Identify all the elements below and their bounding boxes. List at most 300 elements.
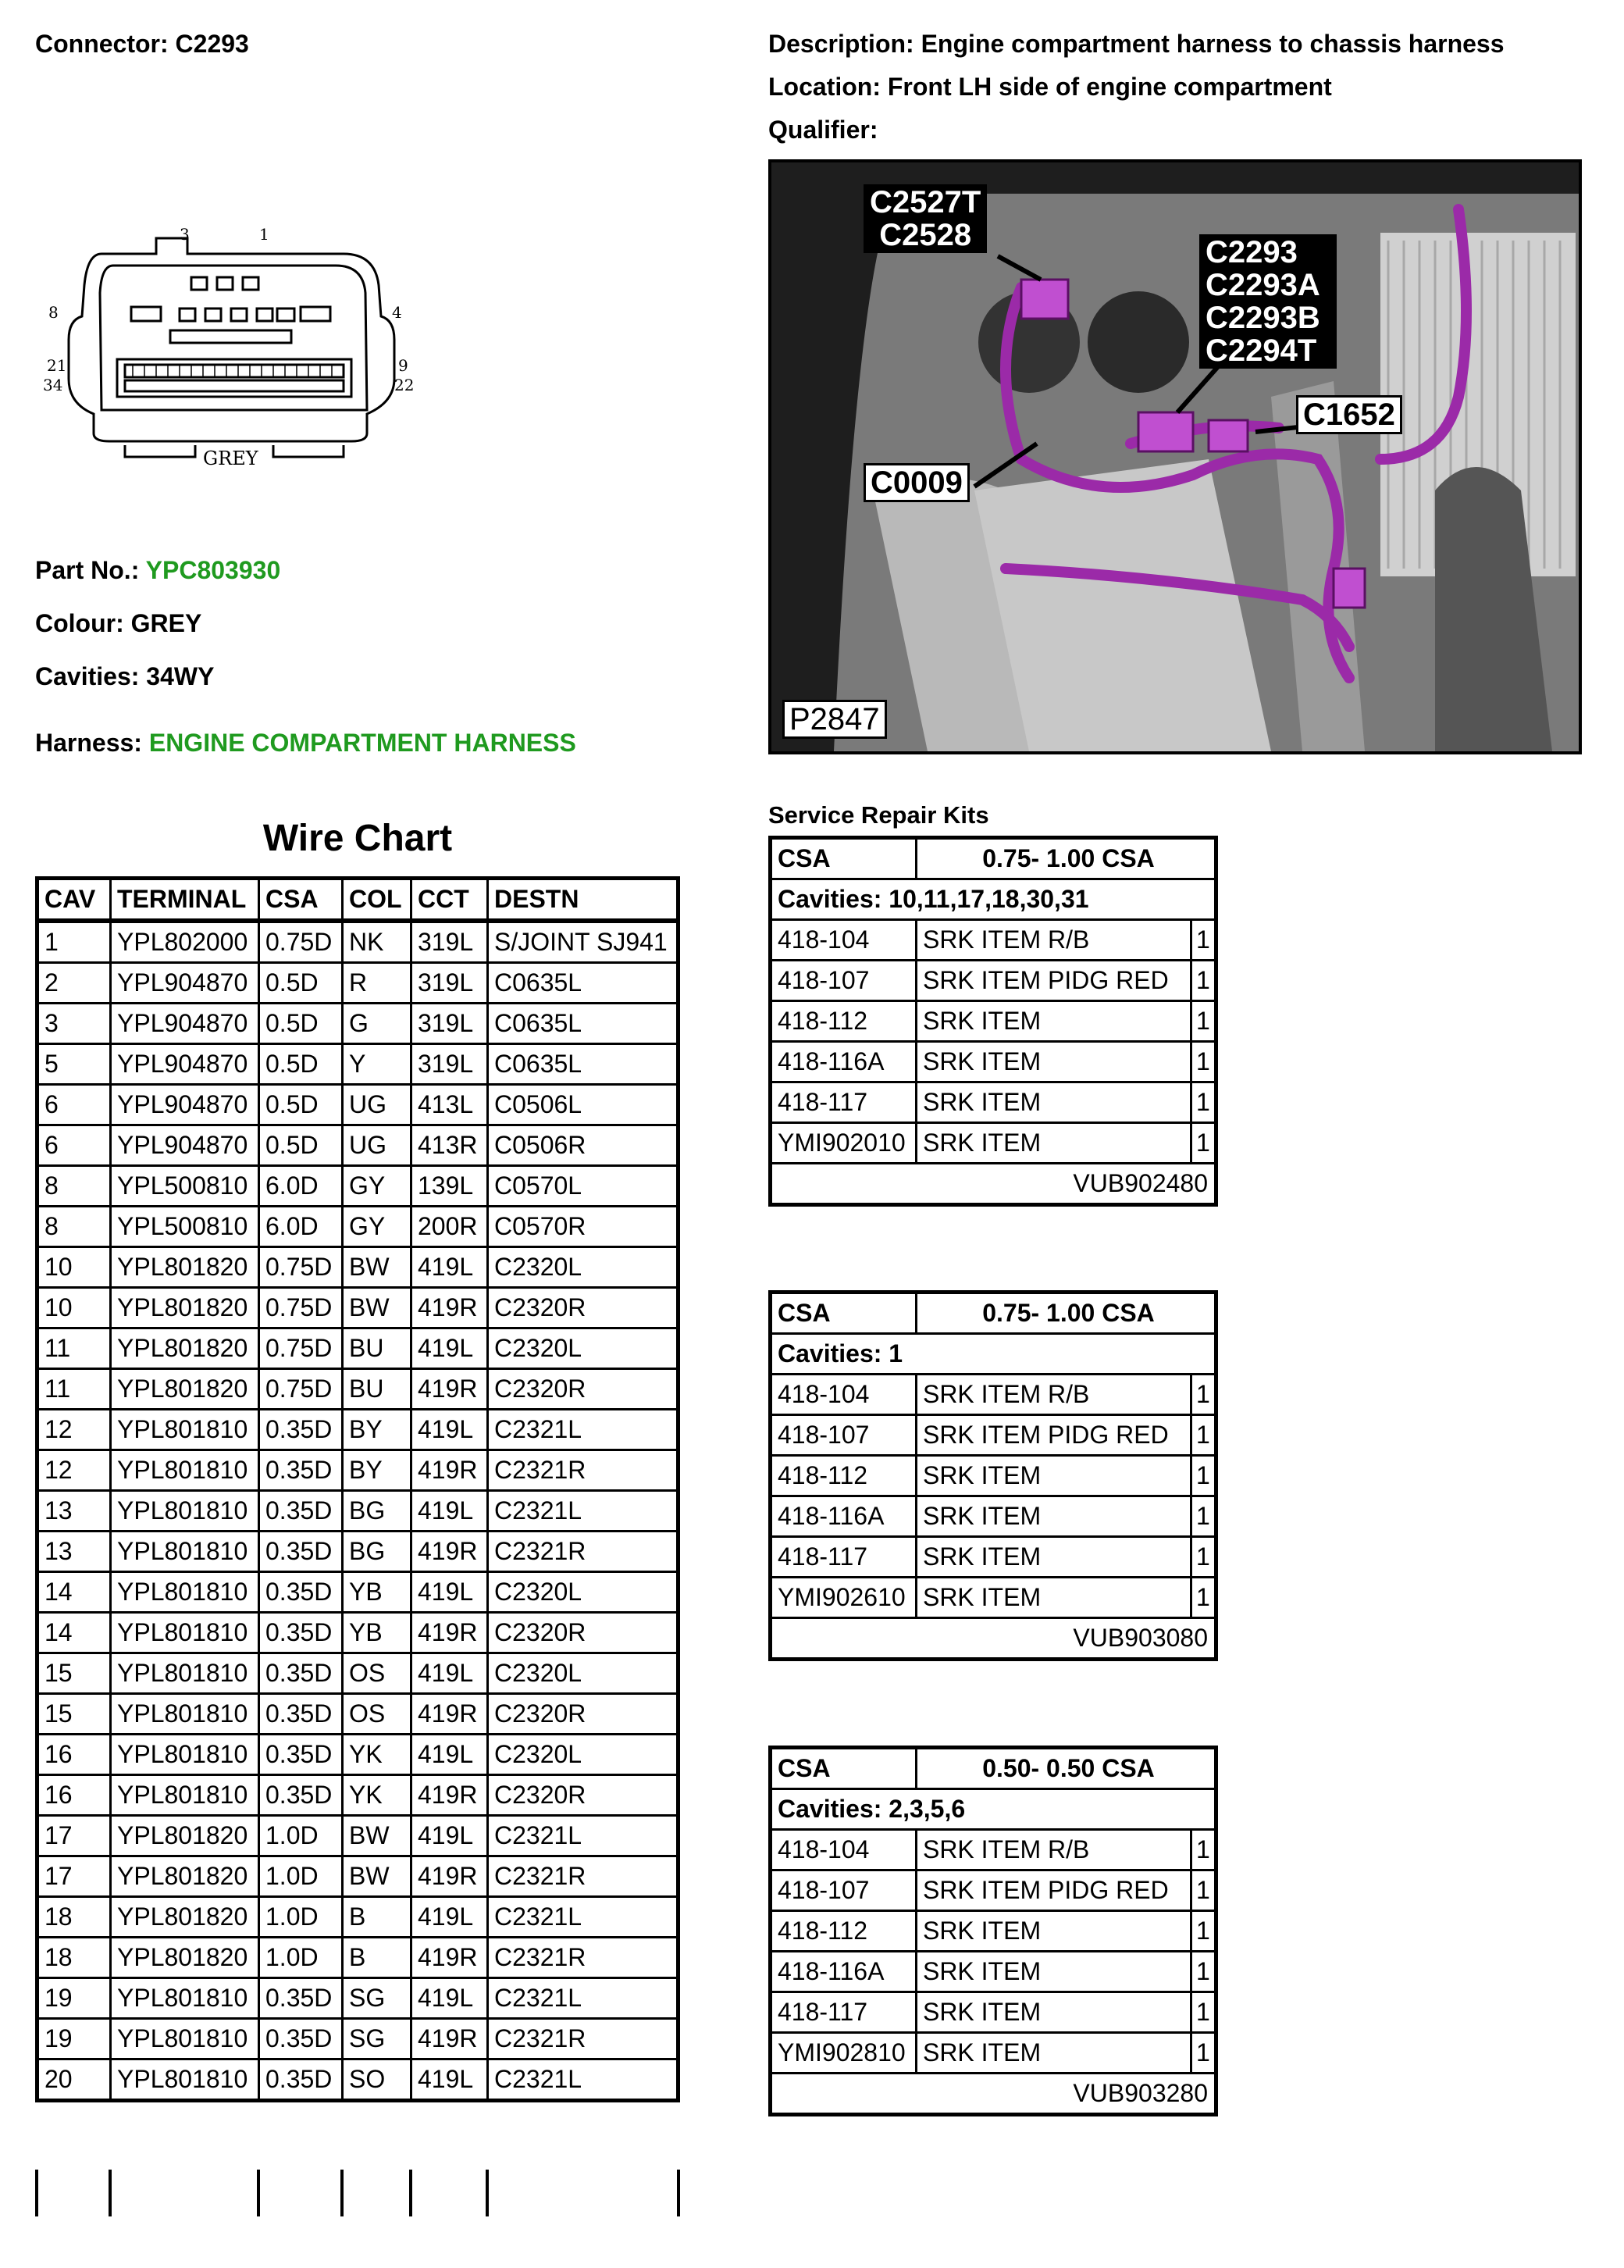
cell-terminal: YPL904870 — [111, 1085, 259, 1125]
table-row — [37, 1856, 678, 1897]
cell-destn: C2321L — [488, 1897, 678, 1938]
cell-destn: C2321L — [488, 1816, 678, 1856]
cell-csa: 0.5D — [259, 963, 343, 1004]
cell-cct: 419R — [411, 1856, 488, 1897]
cell-col: BU — [343, 1369, 411, 1410]
colour-line — [35, 609, 201, 638]
cell-cav: 13 — [37, 1491, 111, 1532]
cell-csa: 0.75D — [259, 1328, 343, 1369]
cell-cct: 419L — [411, 1247, 488, 1288]
cell-cav: 17 — [37, 1816, 111, 1856]
kit-item-part: 418-117 — [771, 1082, 917, 1123]
cell-col: OS — [343, 1694, 411, 1735]
kit-item-desc: SRK ITEM — [916, 1082, 1191, 1123]
cell-terminal: YPL801820 — [111, 1369, 259, 1410]
cell-cct: 419L — [411, 1816, 488, 1856]
cell-cav: 13 — [37, 1532, 111, 1572]
cell-terminal: YPL801810 — [111, 1735, 259, 1775]
cell-csa: 0.35D — [259, 1491, 343, 1532]
cell-cct: 419R — [411, 1532, 488, 1572]
kit-item-desc: SRK ITEM — [916, 1001, 1191, 1042]
kit-cavities-row — [771, 1789, 1216, 1830]
cell-cav: 15 — [37, 1694, 111, 1735]
kit-item-part: 418-104 — [771, 1830, 917, 1870]
cell-cav: 10 — [37, 1288, 111, 1328]
cell-cav: 15 — [37, 1653, 111, 1694]
kit-item-qty: 1 — [1191, 961, 1216, 1001]
kit-item-desc: SRK ITEM — [916, 1578, 1191, 1618]
kit-item-qty: 1 — [1191, 1082, 1216, 1123]
cell-terminal: YPL801820 — [111, 1938, 259, 1978]
kit-item-qty: 1 — [1191, 1001, 1216, 1042]
cell-cct: 419R — [411, 2019, 488, 2059]
photo-callout-c2527t: C2527T C2528 — [864, 184, 987, 253]
cell-csa: 0.5D — [259, 1085, 343, 1125]
table-row — [37, 1288, 678, 1328]
kit-number-row — [771, 1164, 1216, 1205]
cell-terminal: YPL801820 — [111, 1328, 259, 1369]
cell-csa: 0.75D — [259, 1288, 343, 1328]
cell-cct: 419R — [411, 1288, 488, 1328]
kit-csa-value: 0.75- 1.00 CSA — [916, 1293, 1216, 1334]
kit-number: VUB903080 — [771, 1618, 1216, 1660]
header-col: COL — [343, 879, 411, 922]
cell-cav: 2 — [37, 963, 111, 1004]
cell-csa: 0.35D — [259, 1694, 343, 1735]
kit-item-part: 418-112 — [771, 1911, 917, 1952]
cell-cav: 11 — [37, 1328, 111, 1369]
part-no-label: Part No.: — [35, 556, 140, 584]
cell-destn: C2320R — [488, 1288, 678, 1328]
pin-label-9: 9 — [398, 356, 408, 375]
kit-item-part: YMI902010 — [771, 1123, 917, 1164]
wire-chart-title: Wire Chart — [262, 818, 453, 859]
cell-cct: 419R — [411, 1694, 488, 1735]
cell-cct: 419L — [411, 1735, 488, 1775]
cell-cct: 419R — [411, 1369, 488, 1410]
kit-item-desc: SRK ITEM PIDG RED — [916, 1415, 1191, 1456]
cell-cav: 12 — [37, 1450, 111, 1491]
cell-cav: 8 — [37, 1166, 111, 1207]
cell-cct: 419L — [411, 2059, 488, 2101]
kit-item-qty: 1 — [1191, 1952, 1216, 1992]
kit-csa-value: 0.75- 1.00 CSA — [916, 838, 1216, 879]
kit-item-part: 418-107 — [771, 961, 917, 1001]
cell-col: BG — [343, 1532, 411, 1572]
location-photo — [768, 159, 1582, 754]
service-kit-table — [768, 1290, 1218, 1661]
cell-destn: C2321L — [488, 1410, 678, 1450]
cell-csa: 0.35D — [259, 1450, 343, 1491]
kit-item-desc: SRK ITEM R/B — [916, 920, 1191, 961]
cell-col: YB — [343, 1613, 411, 1653]
cell-destn: C2321R — [488, 1532, 678, 1572]
cell-csa: 0.75D — [259, 921, 343, 963]
description-line — [768, 30, 1505, 59]
cell-terminal: YPL500810 — [111, 1207, 259, 1247]
table-row — [37, 1653, 678, 1694]
cell-cav: 5 — [37, 1044, 111, 1085]
cell-cav: 6 — [37, 1125, 111, 1166]
kit-item-row — [771, 1992, 1216, 2033]
cell-cav: 18 — [37, 1897, 111, 1938]
cell-cav: 18 — [37, 1938, 111, 1978]
cell-csa: 0.5D — [259, 1125, 343, 1166]
harness-value: ENGINE COMPARTMENT HARNESS — [148, 729, 576, 757]
kit-item-row — [771, 1496, 1216, 1537]
cell-cav: 19 — [37, 2019, 111, 2059]
cell-col: OS — [343, 1653, 411, 1694]
cell-destn: C2320R — [488, 1694, 678, 1735]
cell-terminal: YPL904870 — [111, 1125, 259, 1166]
cell-terminal: YPL801810 — [111, 1450, 259, 1491]
kit-item-row — [771, 1952, 1216, 1992]
cell-destn: C2320L — [488, 1653, 678, 1694]
kit-item-part: 418-107 — [771, 1870, 917, 1911]
cell-destn: C0570R — [488, 1207, 678, 1247]
table-row — [37, 1613, 678, 1653]
kit-item-qty: 1 — [1191, 1496, 1216, 1537]
cell-cav: 6 — [37, 1085, 111, 1125]
cell-col: BW — [343, 1816, 411, 1856]
location-value: Front LH side of engine compartment — [887, 73, 1332, 101]
cavities-value: 34WY — [146, 662, 215, 690]
cell-csa: 0.35D — [259, 1572, 343, 1613]
kit-item-qty: 1 — [1191, 1375, 1216, 1415]
kit-item-desc: SRK ITEM — [916, 1952, 1191, 1992]
connector-value: C2293 — [175, 30, 249, 58]
cell-col: G — [343, 1004, 411, 1044]
kit-item-qty: 1 — [1191, 1456, 1216, 1496]
kit-item-desc: SRK ITEM — [916, 1042, 1191, 1082]
location-label: Location: — [768, 73, 881, 101]
header-destn: DESTN — [488, 879, 678, 922]
kit-item-part: 418-104 — [771, 920, 917, 961]
kit-cavities: Cavities: 1 — [771, 1334, 1216, 1375]
kit-item-desc: SRK ITEM R/B — [916, 1830, 1191, 1870]
kit-item-desc: SRK ITEM — [916, 2033, 1191, 2074]
cell-col: BW — [343, 1247, 411, 1288]
cell-destn: C0506R — [488, 1125, 678, 1166]
table-row — [37, 921, 678, 963]
description-label: Description: — [768, 30, 914, 58]
cell-csa: 0.35D — [259, 1653, 343, 1694]
kit-item-qty: 1 — [1191, 1911, 1216, 1952]
kit-item-row — [771, 1456, 1216, 1496]
kit-item-part: 418-116A — [771, 1042, 917, 1082]
qualifier-label: Qualifier: — [768, 116, 878, 144]
cavities-label: Cavities: — [35, 662, 140, 690]
kit-item-qty: 1 — [1191, 1830, 1216, 1870]
kit-number-row — [771, 1618, 1216, 1660]
kit-item-desc: SRK ITEM — [916, 1537, 1191, 1578]
cell-terminal: YPL500810 — [111, 1166, 259, 1207]
cell-cct: 319L — [411, 921, 488, 963]
kit-item-part: YMI902610 — [771, 1578, 917, 1618]
cell-csa: 0.5D — [259, 1004, 343, 1044]
cell-col: BW — [343, 1856, 411, 1897]
cell-destn: C0570L — [488, 1166, 678, 1207]
service-kit-table — [768, 836, 1218, 1207]
cell-csa: 0.35D — [259, 1775, 343, 1816]
cell-csa: 0.35D — [259, 1410, 343, 1450]
cell-col: B — [343, 1897, 411, 1938]
cell-cct: 419L — [411, 1572, 488, 1613]
kit-item-qty: 1 — [1191, 1123, 1216, 1164]
kit-item-row — [771, 1415, 1216, 1456]
pin-label-8: 8 — [48, 303, 59, 322]
kit-item-desc: SRK ITEM R/B — [916, 1375, 1191, 1415]
table-row — [37, 1207, 678, 1247]
table-row — [37, 1816, 678, 1856]
cell-cct: 419R — [411, 1775, 488, 1816]
table-row — [37, 1328, 678, 1369]
cell-destn: C2321L — [488, 2059, 678, 2101]
cell-destn: C2320L — [488, 1735, 678, 1775]
cell-cct: 413L — [411, 1085, 488, 1125]
cell-destn: S/JOINT SJ941 — [488, 921, 678, 963]
cell-csa: 1.0D — [259, 1816, 343, 1856]
header-csa: CSA — [259, 879, 343, 922]
kit-item-part: 418-116A — [771, 1496, 917, 1537]
table-row — [37, 1978, 678, 2019]
wire-chart-continuation-lines — [35, 2170, 680, 2216]
description-value: Engine compartment harness to chassis harness — [921, 30, 1505, 58]
cell-terminal: YPL801820 — [111, 1288, 259, 1328]
cell-cct: 419L — [411, 1328, 488, 1369]
colour-label: Colour: — [35, 609, 124, 637]
cell-csa: 6.0D — [259, 1166, 343, 1207]
kit-item-qty: 1 — [1191, 1415, 1216, 1456]
kit-item-part: 418-107 — [771, 1415, 917, 1456]
kit-csa-row — [771, 1748, 1216, 1789]
cell-terminal: YPL801820 — [111, 1247, 259, 1288]
cell-terminal: YPL801810 — [111, 1978, 259, 2019]
kit-item-desc: SRK ITEM PIDG RED — [916, 961, 1191, 1001]
cell-destn: C2321R — [488, 2019, 678, 2059]
cell-csa: 0.35D — [259, 2059, 343, 2101]
cell-col: UG — [343, 1085, 411, 1125]
kit-item-row — [771, 1082, 1216, 1123]
kit-csa-value: 0.50- 0.50 CSA — [916, 1748, 1216, 1789]
table-row — [37, 1572, 678, 1613]
kit-cavities-row — [771, 879, 1216, 920]
location-line — [768, 73, 1332, 102]
cell-cav: 11 — [37, 1369, 111, 1410]
kit-item-part: 418-116A — [771, 1952, 917, 1992]
cell-col: YK — [343, 1775, 411, 1816]
table-row — [37, 1410, 678, 1450]
cell-destn: C0635L — [488, 1004, 678, 1044]
cell-cav: 3 — [37, 1004, 111, 1044]
wire-chart-header-row — [37, 879, 678, 922]
cell-cav: 10 — [37, 1247, 111, 1288]
cell-cct: 200R — [411, 1207, 488, 1247]
colour-value: GREY — [130, 609, 202, 637]
cell-csa: 0.75D — [259, 1369, 343, 1410]
kit-item-row — [771, 920, 1216, 961]
cell-terminal: YPL801820 — [111, 1856, 259, 1897]
cell-cav: 16 — [37, 1735, 111, 1775]
kit-item-part: 418-117 — [771, 1992, 917, 2033]
harness-label: Harness: — [35, 729, 142, 757]
kit-csa-row — [771, 1293, 1216, 1334]
table-row — [37, 1085, 678, 1125]
cell-csa: 1.0D — [259, 1897, 343, 1938]
service-kit-table — [768, 1746, 1218, 2116]
table-row — [37, 1735, 678, 1775]
kit-item-part: 418-112 — [771, 1456, 917, 1496]
cell-destn: C2320R — [488, 1369, 678, 1410]
header-cav: CAV — [37, 879, 111, 922]
cell-terminal: YPL801810 — [111, 1572, 259, 1613]
cell-destn: C2321L — [488, 1978, 678, 2019]
wire-chart-continuation — [35, 2170, 680, 2216]
connector-label: Connector: — [35, 30, 169, 58]
cell-cav: 14 — [37, 1572, 111, 1613]
cell-terminal: YPL801810 — [111, 1613, 259, 1653]
cell-destn: C2321R — [488, 1856, 678, 1897]
cell-terminal: YPL802000 — [111, 921, 259, 963]
connector-heading — [35, 30, 249, 59]
pin-label-21: 21 — [47, 356, 67, 375]
kit-csa-label: CSA — [771, 838, 917, 879]
cell-cct: 419L — [411, 1978, 488, 2019]
kit-item-desc: SRK ITEM — [916, 1456, 1191, 1496]
table-row — [37, 1166, 678, 1207]
cell-csa: 0.75D — [259, 1247, 343, 1288]
cell-cct: 419R — [411, 1450, 488, 1491]
kit-number-row — [771, 2074, 1216, 2115]
service-kits-title: Service Repair Kits — [768, 801, 989, 829]
cell-csa: 1.0D — [259, 1938, 343, 1978]
pin-label-22: 22 — [394, 376, 415, 394]
cell-cct: 419R — [411, 1613, 488, 1653]
kit-item-part: 418-112 — [771, 1001, 917, 1042]
table-row — [37, 963, 678, 1004]
cell-destn: C2321L — [488, 1491, 678, 1532]
cell-csa: 0.35D — [259, 1735, 343, 1775]
cell-terminal: YPL801810 — [111, 1775, 259, 1816]
pin-label-3: 3 — [180, 225, 190, 244]
kit-csa-row — [771, 838, 1216, 879]
cell-col: BG — [343, 1491, 411, 1532]
table-row — [37, 1775, 678, 1816]
kit-item-part: 418-104 — [771, 1375, 917, 1415]
pin-label-34: 34 — [43, 376, 63, 394]
cell-col: NK — [343, 921, 411, 963]
photo-callout-c0009: C0009 — [864, 463, 970, 502]
kit-item-row — [771, 1123, 1216, 1164]
harness-line — [35, 729, 576, 758]
kit-item-row — [771, 1830, 1216, 1870]
table-row — [37, 1694, 678, 1735]
cell-cct: 139L — [411, 1166, 488, 1207]
kit-item-desc: SRK ITEM — [916, 1496, 1191, 1537]
table-row — [37, 1125, 678, 1166]
table-row — [37, 1369, 678, 1410]
table-row — [37, 1450, 678, 1491]
kit-number: VUB902480 — [771, 1164, 1216, 1205]
table-row — [37, 2059, 678, 2101]
cell-col: YK — [343, 1735, 411, 1775]
cell-col: BY — [343, 1410, 411, 1450]
cell-cct: 413R — [411, 1125, 488, 1166]
cell-terminal: YPL801820 — [111, 1897, 259, 1938]
cell-destn: C2320R — [488, 1613, 678, 1653]
cell-cct: 319L — [411, 1004, 488, 1044]
cell-destn: C2321R — [488, 1938, 678, 1978]
kit-csa-label: CSA — [771, 1293, 917, 1334]
table-row — [37, 1004, 678, 1044]
kit-cavities: Cavities: 2,3,5,6 — [771, 1789, 1216, 1830]
cell-destn: C0635L — [488, 1044, 678, 1085]
cell-cct: 419L — [411, 1897, 488, 1938]
kit-item-desc: SRK ITEM — [916, 1911, 1191, 1952]
cell-cct: 419L — [411, 1653, 488, 1694]
table-row — [37, 1491, 678, 1532]
cell-destn: C2320L — [488, 1328, 678, 1369]
cell-terminal: YPL904870 — [111, 963, 259, 1004]
header-cct: CCT — [411, 879, 488, 922]
cell-terminal: YPL801820 — [111, 1816, 259, 1856]
kit-number: VUB903280 — [771, 2074, 1216, 2115]
photo-callout-c1652: C1652 — [1296, 395, 1402, 434]
cell-cct: 319L — [411, 963, 488, 1004]
kit-item-desc: SRK ITEM PIDG RED — [916, 1870, 1191, 1911]
cell-csa: 0.5D — [259, 1044, 343, 1085]
cell-col: BY — [343, 1450, 411, 1491]
kit-item-desc: SRK ITEM — [916, 1992, 1191, 2033]
kit-cavities: Cavities: 10,11,17,18,30,31 — [771, 879, 1216, 920]
cell-cav: 20 — [37, 2059, 111, 2101]
cell-cct: 419L — [411, 1410, 488, 1450]
cell-cav: 14 — [37, 1613, 111, 1653]
table-row — [37, 1897, 678, 1938]
part-no-value: YPC803930 — [145, 556, 281, 584]
pin-label-4: 4 — [392, 303, 402, 322]
wire-chart-table — [35, 876, 680, 2102]
cell-terminal: YPL801810 — [111, 2019, 259, 2059]
cell-col: YB — [343, 1572, 411, 1613]
table-row — [37, 1532, 678, 1572]
cell-col: R — [343, 963, 411, 1004]
cell-destn: C2321R — [488, 1450, 678, 1491]
cell-csa: 6.0D — [259, 1207, 343, 1247]
kit-item-part: YMI902810 — [771, 2033, 917, 2074]
cell-cav: 16 — [37, 1775, 111, 1816]
kit-item-desc: SRK ITEM — [916, 1123, 1191, 1164]
kit-item-qty: 1 — [1191, 1870, 1216, 1911]
cell-destn: C2320L — [488, 1572, 678, 1613]
kit-item-qty: 1 — [1191, 1578, 1216, 1618]
cell-col: BW — [343, 1288, 411, 1328]
cell-terminal: YPL801810 — [111, 1694, 259, 1735]
photo-image-id: P2847 — [782, 700, 887, 739]
cavities-line — [35, 662, 214, 691]
kit-item-qty: 1 — [1191, 2033, 1216, 2074]
cell-cav: 12 — [37, 1410, 111, 1450]
connector-colour-text: GREY — [203, 448, 258, 469]
kit-item-row — [771, 1578, 1216, 1618]
kit-item-row — [771, 1537, 1216, 1578]
cell-destn: C2320R — [488, 1775, 678, 1816]
cell-col: Y — [343, 1044, 411, 1085]
cell-terminal: YPL801810 — [111, 1532, 259, 1572]
table-row — [37, 1247, 678, 1288]
kit-item-row — [771, 1870, 1216, 1911]
cell-cct: 419R — [411, 1938, 488, 1978]
